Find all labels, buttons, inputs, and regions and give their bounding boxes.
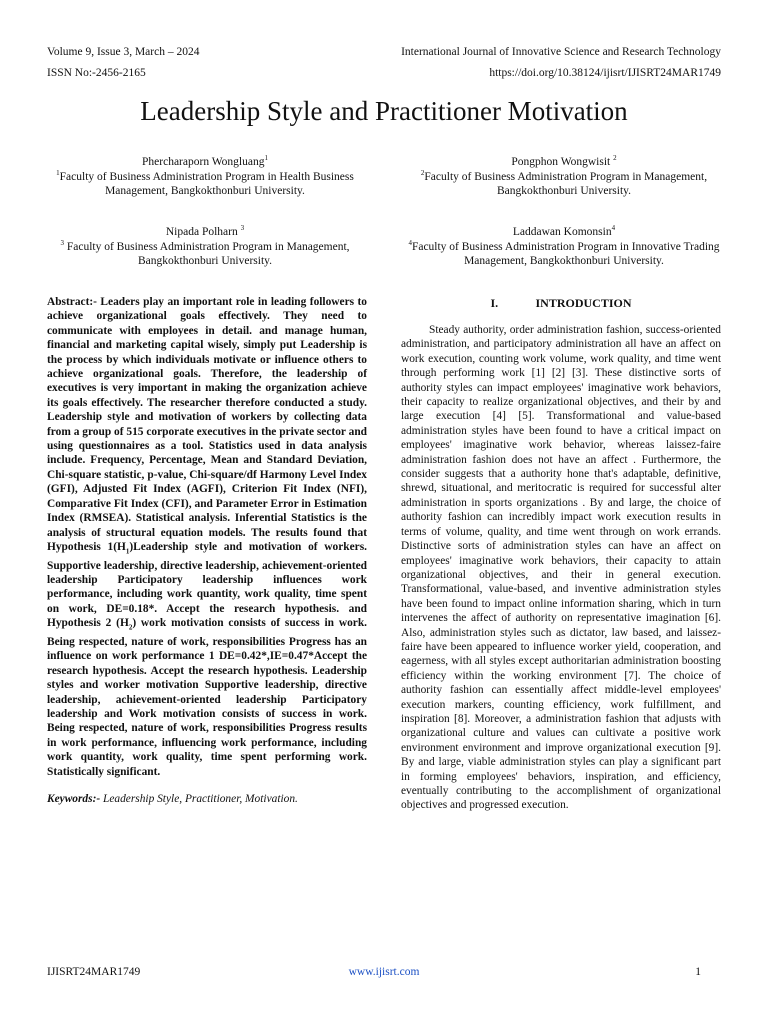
abstract: Abstract:- Leaders play an important role in leading followers to achieve organizational goals effectively. They need to communicate with employees in detail. and manage human, financial and marketing capital wisely, simply put Leadership is the process by which individuals motivate or influence others to achieve organizational goals. Therefore, the leadership of executives is very important in making the organization achieve its goals effectively. The researcher therefore conducted a study. Leadership style and motivation of workers by collecting data from a group of 515 corporate executives in the private sector and using questionnaires as a tool. Statistics used in data analysis include. Frequency, Percentage, Mean and Standard Deviation, Chi-square statistic, p-value, Chi-square/df Harmony Level Index (GFI), Adjusted Fit Index (AGFI), Criterion Fit Index (NFI), Comparative Fit Index (CFI), and Parameter Error in Estimation Index (RMSEA). Statistical analysis. Inferential Statistics is the analysis of structural equation models. The results found that Hypothesis $1(H_1)Leadership$ style and motivation of workers. Supportive leadership, directive leadership, achievement-oriented leadership Participatory leadership influences work performance, including work quantity, work quality, time spent on work, DE=0.18*. Accept the research hypothesis. and Hypothesis 2 $(H_2)$ work motivation consists of success in work. Being respected, nature of work, responsibilities Progress has an influence on work performance 1 DE=0.42*,IE=0.47*Accept the research hypothesis. Accept the research hypothesis. Leadership styles and worker motivation Supportive leadership, directive leadership, achievement-oriented leadership Participatory leadership and Work motivation consists of success in work. Being respected, nature of work, responsibilities Progress results in work performance, influencing work performance, including work quantity, work quality, time spent performing work. Statistically significant. xyxy=(47,296,368,778)
author-name: Pongphon Wongwisit $^2$ xyxy=(511,154,617,168)
author-affiliation: $^2$Faculty of Business Administration Program in Management, Bangkokthonburi University. xyxy=(420,168,708,197)
header-issn: ISSN No:-2456-2165 xyxy=(47,67,146,79)
author-name: Phercharaporn Wongluang$^1$ xyxy=(142,154,268,168)
keywords: Keywords:- Leadership Style, Practitioner, Motivation. xyxy=(47,792,298,805)
author-affiliation: $^1$Faculty of Business Administration Program in Health Business Management, Bangkokthonburi University. xyxy=(56,168,354,197)
footer-paper-id: IJISRT24MAR1749 xyxy=(47,966,141,978)
section-number: I. xyxy=(490,296,499,310)
footer-page-number: 1 xyxy=(695,966,701,978)
author-block-3 xyxy=(45,225,365,269)
introduction-paragraph: Steady authority, order administration fashion, success-oriented administration, and participatory administration all have an affect on work execution, counting work volume, work quality, and time went through performing work [1] [2] [3]. These distinctive sorts of authority styles can impact employees' imaginative work behaviors, their capacity to realize organizational objectives, and their by and large execution [4] [5]. Transformational and value-based administration styles have been found to have a critical impact on employees' imaginative work behavior, whereas laissez-faire administration fashion does not have an affect . Furthermore, the consider suggests that a authority hone that's adaptable, definitive, shrewd, situational, and meritocratic is required for successful alter administration in sports organizations . By and large, the choice of authority fashion can incredibly impact work execution results in terms of volume, quality, and time went through on work errands. Distinctive sorts of administration styles can have an affect on employees' imaginative work behaviors, their capacity to attain organizational objectives, and their in general execution. Transformational, value-based, and inventive administration styles have been found to impact online information sharing, which in turn intervenes the affect of authority on representative imagination [6]. Also, administration styles such as dictator, law based, and laissez-faire have been appeared to influence worker yield, cooperation, and eagerness, with all styles except authoritarian administration boosting efficiency within the working environment [7]. The choice of authority fashion can essentially affect middle-level employees' execution markers, counting efficiency, work fulfillment, and inspiration [8]. Moreover, a administration fashion that adjusts with organizational culture and values can cultivate a positive work environment environment and improve organizational execution [9]. By and large, viable administration styles can play a significant part in forming employees' behaviors, inspiration, and efficiency, eventually contributing to the accomplishment of organizational objectives and progressed execution. xyxy=(401,324,721,812)
author-block-1 xyxy=(45,155,365,199)
header-journal: International Journal of Innovative Science and Research Technology xyxy=(401,46,721,58)
author-name: Nipada Polharn $^3$ xyxy=(165,224,245,238)
author-block-2 xyxy=(404,155,724,199)
header-volume: Volume 9, Issue 3, March – 2024 xyxy=(47,46,200,58)
paper-title: Leadership Style and Practitioner Motivation xyxy=(140,96,628,126)
footer-website-link[interactable]: www.ijisrt.com xyxy=(348,966,420,978)
right-column xyxy=(401,295,721,813)
section-heading-introduction xyxy=(401,296,721,310)
author-affiliation: $^3$ Faculty of Business Administration Program in Management, Bangkokthonburi University. xyxy=(60,238,350,267)
author-affiliation: $^4$Faculty of Business Administration Program in Innovative Trading Management, Bangkokthonburi University. xyxy=(408,238,720,267)
left-column xyxy=(47,295,367,806)
abstract-label: Abstract:- xyxy=(47,296,97,308)
author-block-4 xyxy=(404,225,724,269)
author-name: Laddawan Komonsin$^4$ xyxy=(512,224,616,238)
header-doi[interactable]: https://doi.org/10.38124/ijisrt/IJISRT24MAR1749 xyxy=(489,67,721,79)
section-title: INTRODUCTION xyxy=(535,296,632,310)
keywords-label: Keywords:- xyxy=(47,792,101,805)
